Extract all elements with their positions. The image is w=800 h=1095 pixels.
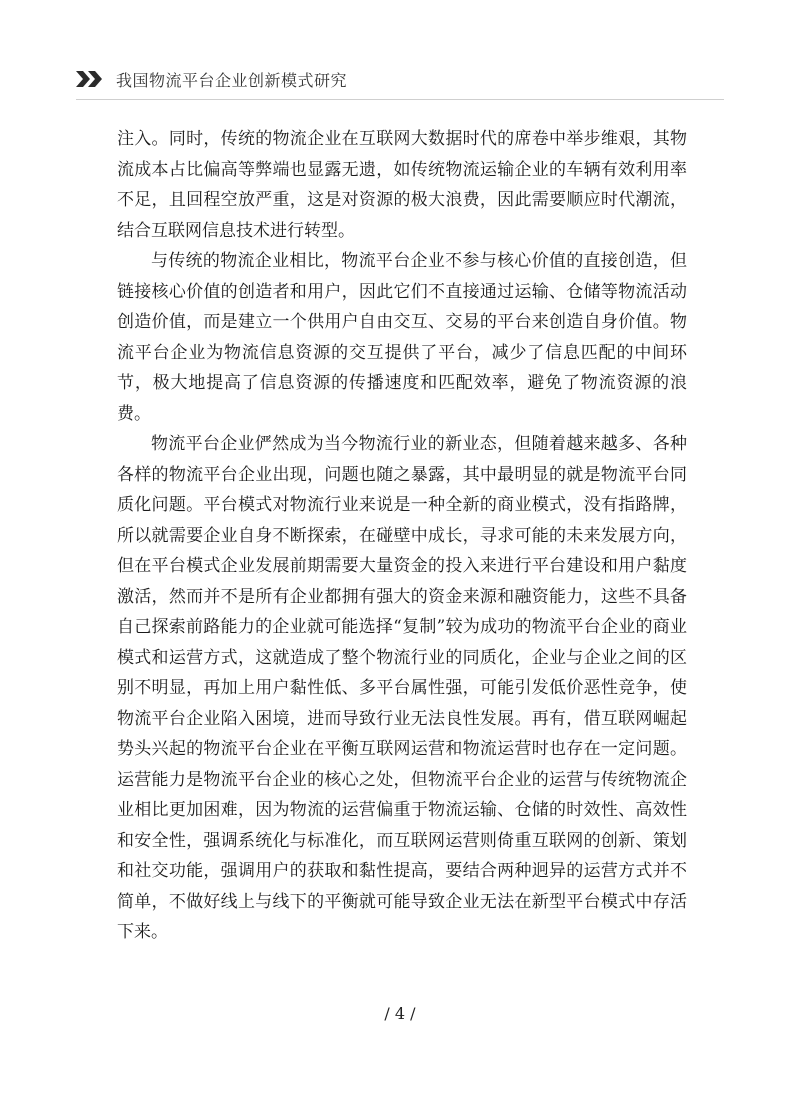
running-header <box>76 66 347 92</box>
page-number: / 4 / <box>384 1004 416 1023</box>
double-chevron-right-icon <box>76 71 106 87</box>
paragraph-3: 物流平台企业俨然成为当今物流行业的新业态，但随着越来越多、各种各样的物流平台企业出现，问题也随之暴露，其中最明显的就是物流平台同质化问题。平台模式对物流行业来说是一种全新的商业模式，没有指路牌，所以就需要企业自身不断探索，在碰壁中成长，寻求可能的未来发展方向，但在平台模式企业发展前期需要大量资金的投入来进行平台建设和用户黏度激活，然而并不是所有企业都拥有强大的资金来源和融资能力，这些不具备自己探索前路能力的企业就可能选择“复制”较为成功的物流平台企业的商业模式和运营方式，这就造成了整个物流行业的同质化，企业与企业之间的区别不明显，再加上用户黏性低、多平台属性强，可能引发低价恶性竞争，使物流平台企业陷入困境，进而导致行业无法良性发展。再有，借互联网崛起势头兴起的物流平台企业在平衡互联网运营和物流运营时也存在一定问题。运营能力是物流平台企业的核心之处，但物流平台企业的运营与传统物流企业相比更加困难，因为物流的运营偏重于物流运输、仓储的时效性、高效性和安全性，强调系统化与标准化，而互联网运营则倚重互联网的创新、策划和社交功能，强调用户的获取和黏性提高，要结合两种迥异的运营方式并不简单，不做好线上与线下的平衡就可能导致企业无法在新型平台模式中存活下来。 <box>117 434 687 942</box>
paragraph-1: 注入。同时，传统的物流企业在互联网大数据时代的席卷中举步维艰，其物流成本占比偏高等弊端也显露无遗，如传统物流运输企业的车辆有效利用率不足，且回程空放严重，这是对资源的极大浪费，因此需要顺应时代潮流，结合互联网信息技术进行转型。 <box>117 129 687 241</box>
paragraph-2: 与传统的物流企业相比，物流平台企业不参与核心价值的直接创造，但链接核心价值的创造者和用户，因此它们不直接通过运输、仓储等物流活动创造价值，而是建立一个供用户自由交互、交易的平台来创造自身价值。物流平台企业为物流信息资源的交互提供了平台，减少了信息匹配的中间环节，极大地提高了信息资源的传播速度和匹配效率，避免了物流资源的浪费。 <box>117 251 687 424</box>
body-text <box>117 124 687 948</box>
header-divider <box>76 99 724 100</box>
header-title: 我国物流平台企业创新模式研究 <box>116 70 348 90</box>
